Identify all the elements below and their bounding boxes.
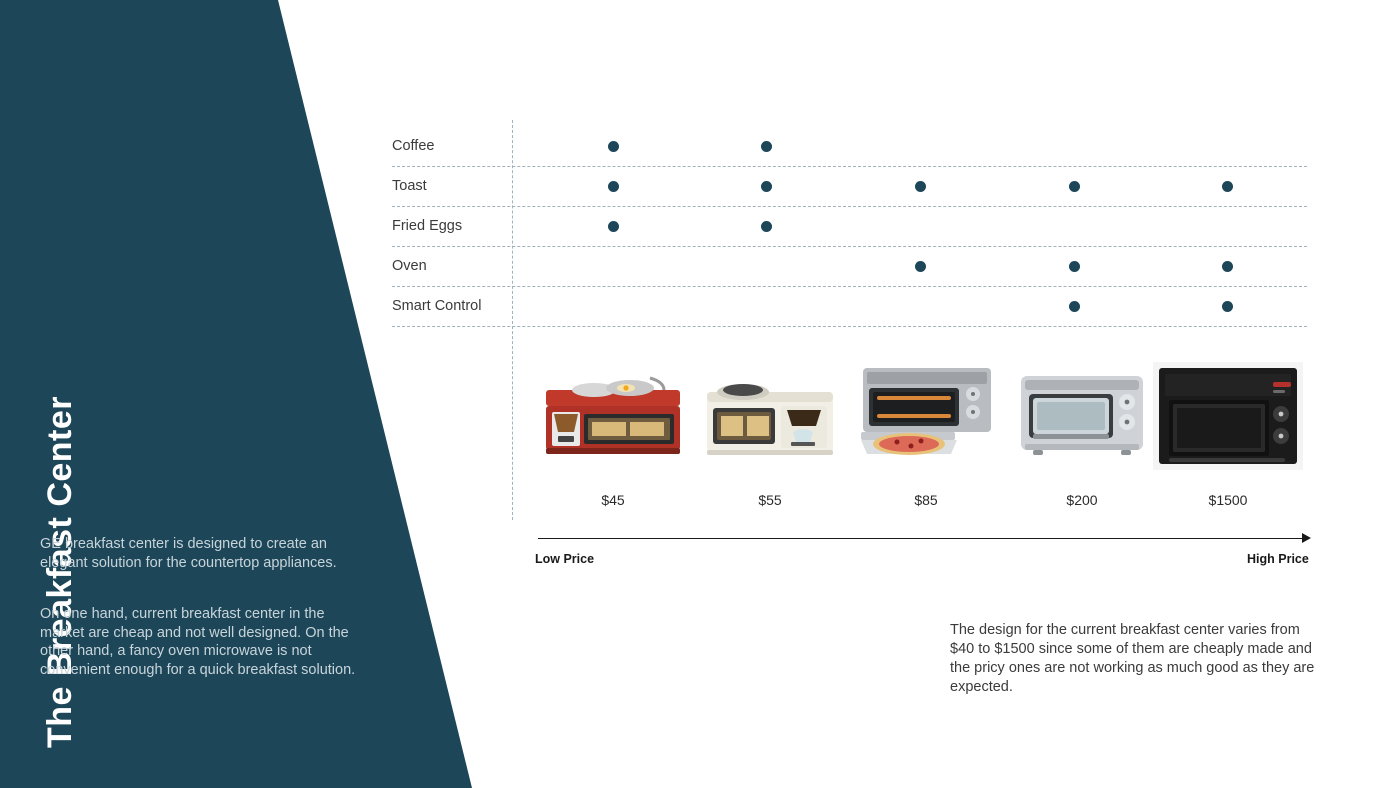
- intro-paragraph-1: GE breakfast center is designed to create an elegant solution for the countertop appliances.: [40, 536, 337, 571]
- product-card-200: [1007, 362, 1157, 508]
- matrix-dot-smart-control-200: [1069, 301, 1080, 312]
- product-image-red-3-in-1-breakfast-station: [538, 362, 688, 470]
- feature-label-oven: Oven: [392, 258, 427, 274]
- product-image-black-built-in-wall-oven: [1153, 362, 1303, 470]
- axis-label-high-price: High Price: [1247, 552, 1309, 566]
- feature-label-toast: Toast: [392, 178, 427, 194]
- matrix-dot-toast-85: [915, 181, 926, 192]
- matrix-row-fried-eggs: [392, 207, 1307, 247]
- product-price-1500: $1500: [1208, 492, 1248, 508]
- product-price-85: $85: [914, 492, 938, 508]
- product-price-45: $45: [601, 492, 625, 508]
- feature-label-fried-eggs: Fried Eggs: [392, 218, 463, 234]
- matrix-row-coffee: [392, 127, 1307, 167]
- stainless-toaster-oven-icon: [851, 362, 1001, 470]
- matrix-dot-toast-55: [761, 181, 772, 192]
- matrix-dot-toast-200: [1069, 181, 1080, 192]
- convection-oven-icon: [1007, 362, 1157, 470]
- page-title: The Breakfast Center: [40, 395, 79, 748]
- product-image-stainless-toaster-oven-pizza: [851, 362, 1001, 470]
- matrix-dot-coffee-55: [761, 141, 772, 152]
- matrix-dot-fried-eggs-45: [608, 221, 619, 232]
- matrix-dot-oven-85: [915, 261, 926, 272]
- axis-label-low-price: Low Price: [535, 552, 595, 566]
- product-price-55: $55: [758, 492, 782, 508]
- product-card-45: [538, 362, 688, 508]
- matrix-dot-smart-control-1500: [1222, 301, 1233, 312]
- matrix-dot-fried-eggs-55: [761, 221, 772, 232]
- feature-label-smart-control: Smart Control: [392, 298, 482, 314]
- matrix-dot-coffee-45: [608, 141, 619, 152]
- intro-paragraph-2: On one hand, current breakfast center in the market are cheap and not well designed. On the other hand, a fancy oven microwave is not convenient enough for a quick breakfast solution.: [40, 606, 356, 678]
- matrix-dot-oven-1500: [1222, 261, 1233, 272]
- matrix-dot-toast-45: [608, 181, 619, 192]
- black-wall-oven-icon: [1153, 362, 1303, 470]
- product-card-55: [695, 362, 845, 508]
- matrix-row-smart-control: [392, 287, 1307, 327]
- product-image-stainless-convection-toaster-oven: [1007, 362, 1157, 470]
- product-image-cream-3-in-1-breakfast-station: [695, 362, 845, 470]
- product-price-200: $200: [1066, 492, 1098, 508]
- price-axis-arrowhead-icon: [1302, 533, 1311, 543]
- feature-label-coffee: Coffee: [392, 138, 435, 154]
- matrix-row-oven: [392, 247, 1307, 287]
- cream-breakfast-station-icon: [695, 362, 845, 470]
- matrix-dot-toast-1500: [1222, 181, 1233, 192]
- product-card-85: [851, 362, 1001, 508]
- bottom-note: The design for the current breakfast center varies from $40 to $1500 since some of them are cheaply made and the pricy ones are not working as much good as they are expected.: [950, 622, 1315, 696]
- product-card-1500: [1153, 362, 1303, 508]
- price-axis-line: [538, 538, 1308, 539]
- matrix-dot-oven-200: [1069, 261, 1080, 272]
- red-breakfast-station-icon: [538, 362, 688, 470]
- matrix-row-toast: [392, 167, 1307, 207]
